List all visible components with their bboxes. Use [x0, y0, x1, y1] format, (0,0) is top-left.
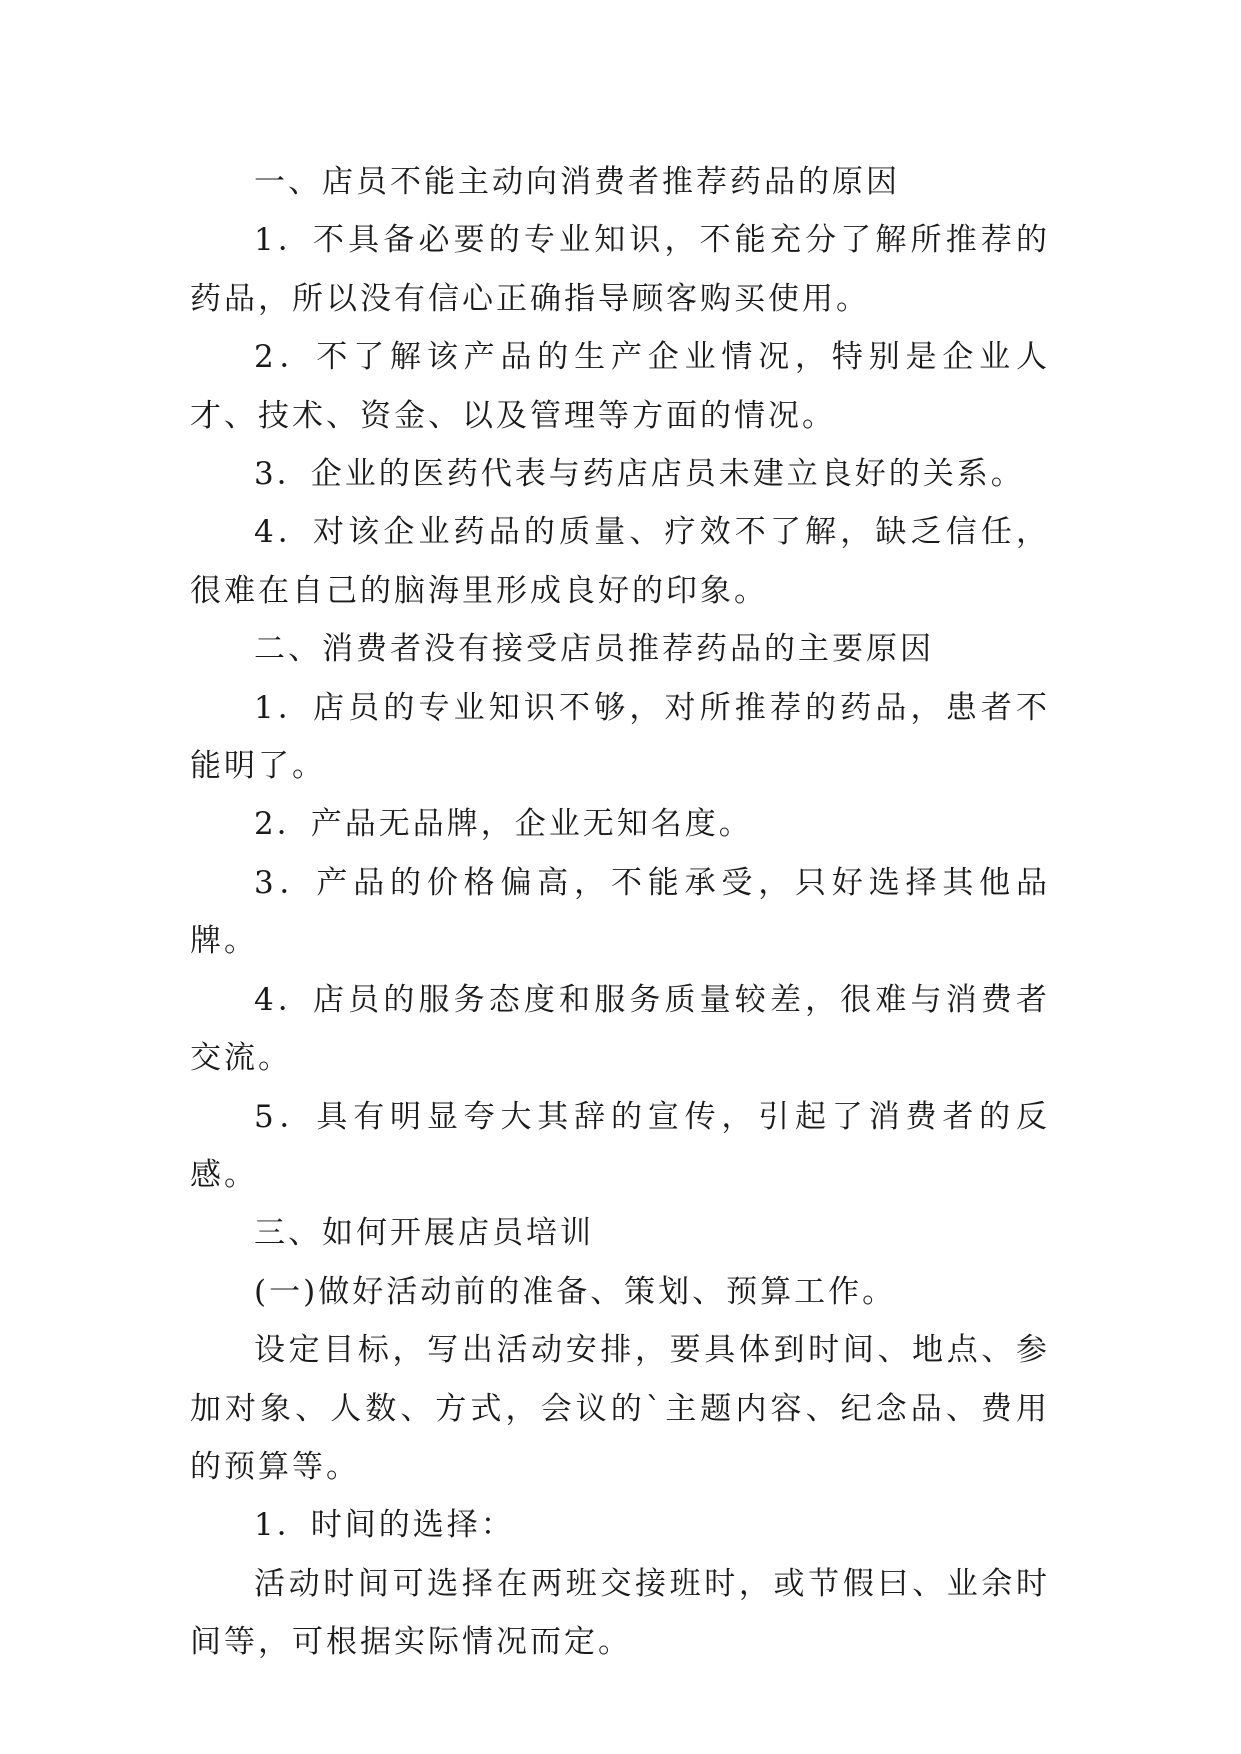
paragraph-3-1: 设定目标，写出活动安排，要具体到时间、地点、参加对象、人数、方式，会议的`主题内容、纪念品、费用的预算等。 — [190, 1332, 1050, 1485]
paragraph-2-2: 2．产品无品牌，企业无知名度。 — [254, 806, 753, 843]
document-body — [190, 153, 1050, 1672]
subsection-heading-3-1: (一)做好活动前的准备、策划、预算工作。 — [254, 1273, 897, 1310]
paragraph-3-3: 活动时间可选择在两班交接班时，或节假曰、业余时间等，可根据实际情况而定。 — [190, 1565, 1050, 1661]
paragraph-2-3: 3．产品的价格偏高，不能承受，只好选择其他品牌。 — [190, 864, 1050, 960]
paragraph-2-5: 5．具有明显夸大其辞的宣传，引起了消费者的反感。 — [190, 1098, 1050, 1193]
paragraph-1-4: 4．对该企业药品的质量、疗效不了解，缺乏信任，很难在自己的脑海里形成良好的印象。 — [190, 514, 1050, 609]
section-heading-3: 三、如何开展店员培训 — [254, 1215, 594, 1252]
paragraph-1-2: 2．不了解该产品的生产企业情况，特别是企业人才、技术、资金、以及管理等方面的情况。 — [190, 339, 1050, 434]
paragraph-2-4: 4．店员的服务态度和服务质量较差，很难与消费者交流。 — [190, 981, 1050, 1077]
paragraph-2-1: 1．店员的专业知识不够，对所推荐的药品，患者不能明了。 — [190, 689, 1050, 785]
paragraph-3-2: 1．时间的选择： — [254, 1507, 515, 1544]
paragraph-1-1: 1．不具备必要的专业知识，不能充分了解所推荐的药品，所以没有信心正确指导顾客购买使用。 — [190, 222, 1050, 317]
section-heading-1: 一、店员不能主动向消费者推荐药品的原因 — [254, 164, 900, 200]
section-heading-2: 二、消费者没有接受店员推荐药品的主要原因 — [254, 631, 934, 668]
paragraph-1-3: 3．企业的医药代表与药店店员未建立良好的关系。 — [254, 456, 1025, 493]
